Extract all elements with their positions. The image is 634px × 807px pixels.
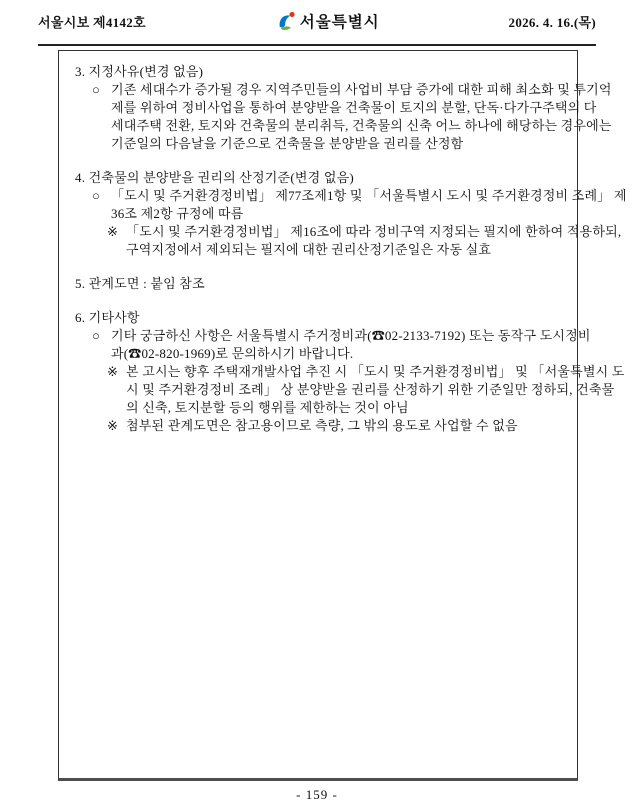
list-item-text <box>111 327 591 363</box>
page-header <box>38 0 596 46</box>
section-right-calculation <box>75 169 627 259</box>
text-line: 기준일의 다음날을 기준으로 건축물을 분양받을 권리를 산정함 <box>111 136 464 151</box>
circle-marker: ○ <box>92 188 101 203</box>
city-title <box>275 10 380 32</box>
circle-marker: ○ <box>92 328 101 343</box>
list-item <box>75 81 612 153</box>
text-line: 과(☎02-820-1969)로 문의하시기 바랍니다. <box>111 346 354 361</box>
section-heading: 3. 지정사유(변경 없음) <box>75 64 204 79</box>
text-line: 구역지정에서 제외되는 필지에 대한 권리산정기준일은 자동 실효 <box>126 242 492 257</box>
note-item <box>75 417 565 435</box>
text-line: 「도시 및 주거환경정비법」 제77조제1항 및 「서울특별시 도시 및 주거환경정비 조례」 제 <box>111 188 627 203</box>
note-item <box>75 363 625 417</box>
text-line: 「도시 및 주거환경정비법」 제16조에 따라 정비구역 지정되는 필지에 한하여 적용하되, <box>126 224 622 239</box>
note-item-text <box>126 363 625 417</box>
text-line: 36조 제2항 규정에 따름 <box>111 206 244 221</box>
section-heading: 6. 기타사항 <box>75 310 140 325</box>
section-other-matters <box>75 309 625 435</box>
list-item <box>75 187 627 223</box>
note-item-text <box>126 223 621 259</box>
note-item <box>75 223 622 259</box>
section-heading: 5. 관계도면 : 붙임 참조 <box>75 276 205 291</box>
section-designation-reason <box>75 63 612 153</box>
list-item <box>75 327 591 363</box>
list-item-text <box>111 187 627 223</box>
gazette-number: 서울시보 제4142호 <box>38 14 146 30</box>
text-line: 세대주택 전환, 토지와 건축물의 분리취득, 건축물의 신축 어느 하나에 해당하는 경우에는 <box>111 118 612 133</box>
page-footer <box>0 787 634 803</box>
issue-date: 2026. 4. 16.(목) <box>508 14 596 30</box>
section-heading: 4. 건축물의 분양받을 권리의 산정기준(변경 없음) <box>75 170 354 185</box>
circle-marker: ○ <box>92 82 101 97</box>
page-number: - 159 - <box>296 787 338 802</box>
text-line: 제를 위하여 정비사업을 통하여 분양받을 건축물이 토지의 분할, 단독·다가구주택의 다 <box>111 100 597 115</box>
reference-marker: ※ <box>107 364 119 379</box>
reference-marker: ※ <box>107 418 119 433</box>
text-line: 본 고시는 향후 주택재개발사업 추진 시 「도시 및 주거환경정비법」 및 「서울특별시 도 <box>126 364 625 379</box>
city-name: 서울특별시 <box>299 14 380 31</box>
text-line: 기존 세대수가 증가될 경우 지역주민들의 사업비 부담 증가에 대한 피해 최소화 및 투기억 <box>111 82 612 97</box>
list-item-text <box>111 81 612 153</box>
section-related-drawings <box>75 275 565 293</box>
text-line: 시 및 주거환경정비 조례」 상 분양받을 권리를 산정하기 위한 기준일만 정하되, 건축물 <box>126 382 615 397</box>
text-line: 기타 궁금하신 사항은 서울특별시 주거정비과(☎02-2133-7192) 또는 동작구 도시정비 <box>111 328 591 343</box>
reference-marker: ※ <box>107 224 119 239</box>
note-item-text <box>126 417 565 435</box>
notice-content-box <box>58 50 627 781</box>
text-line: 의 신축, 토지분할 등의 행위를 제한하는 것이 아님 <box>126 400 409 415</box>
text-line: 첨부된 관계도면은 참고용이므로 측량, 그 밖의 용도로 사업할 수 없음 <box>126 418 518 433</box>
seoul-logo-icon <box>275 10 297 32</box>
